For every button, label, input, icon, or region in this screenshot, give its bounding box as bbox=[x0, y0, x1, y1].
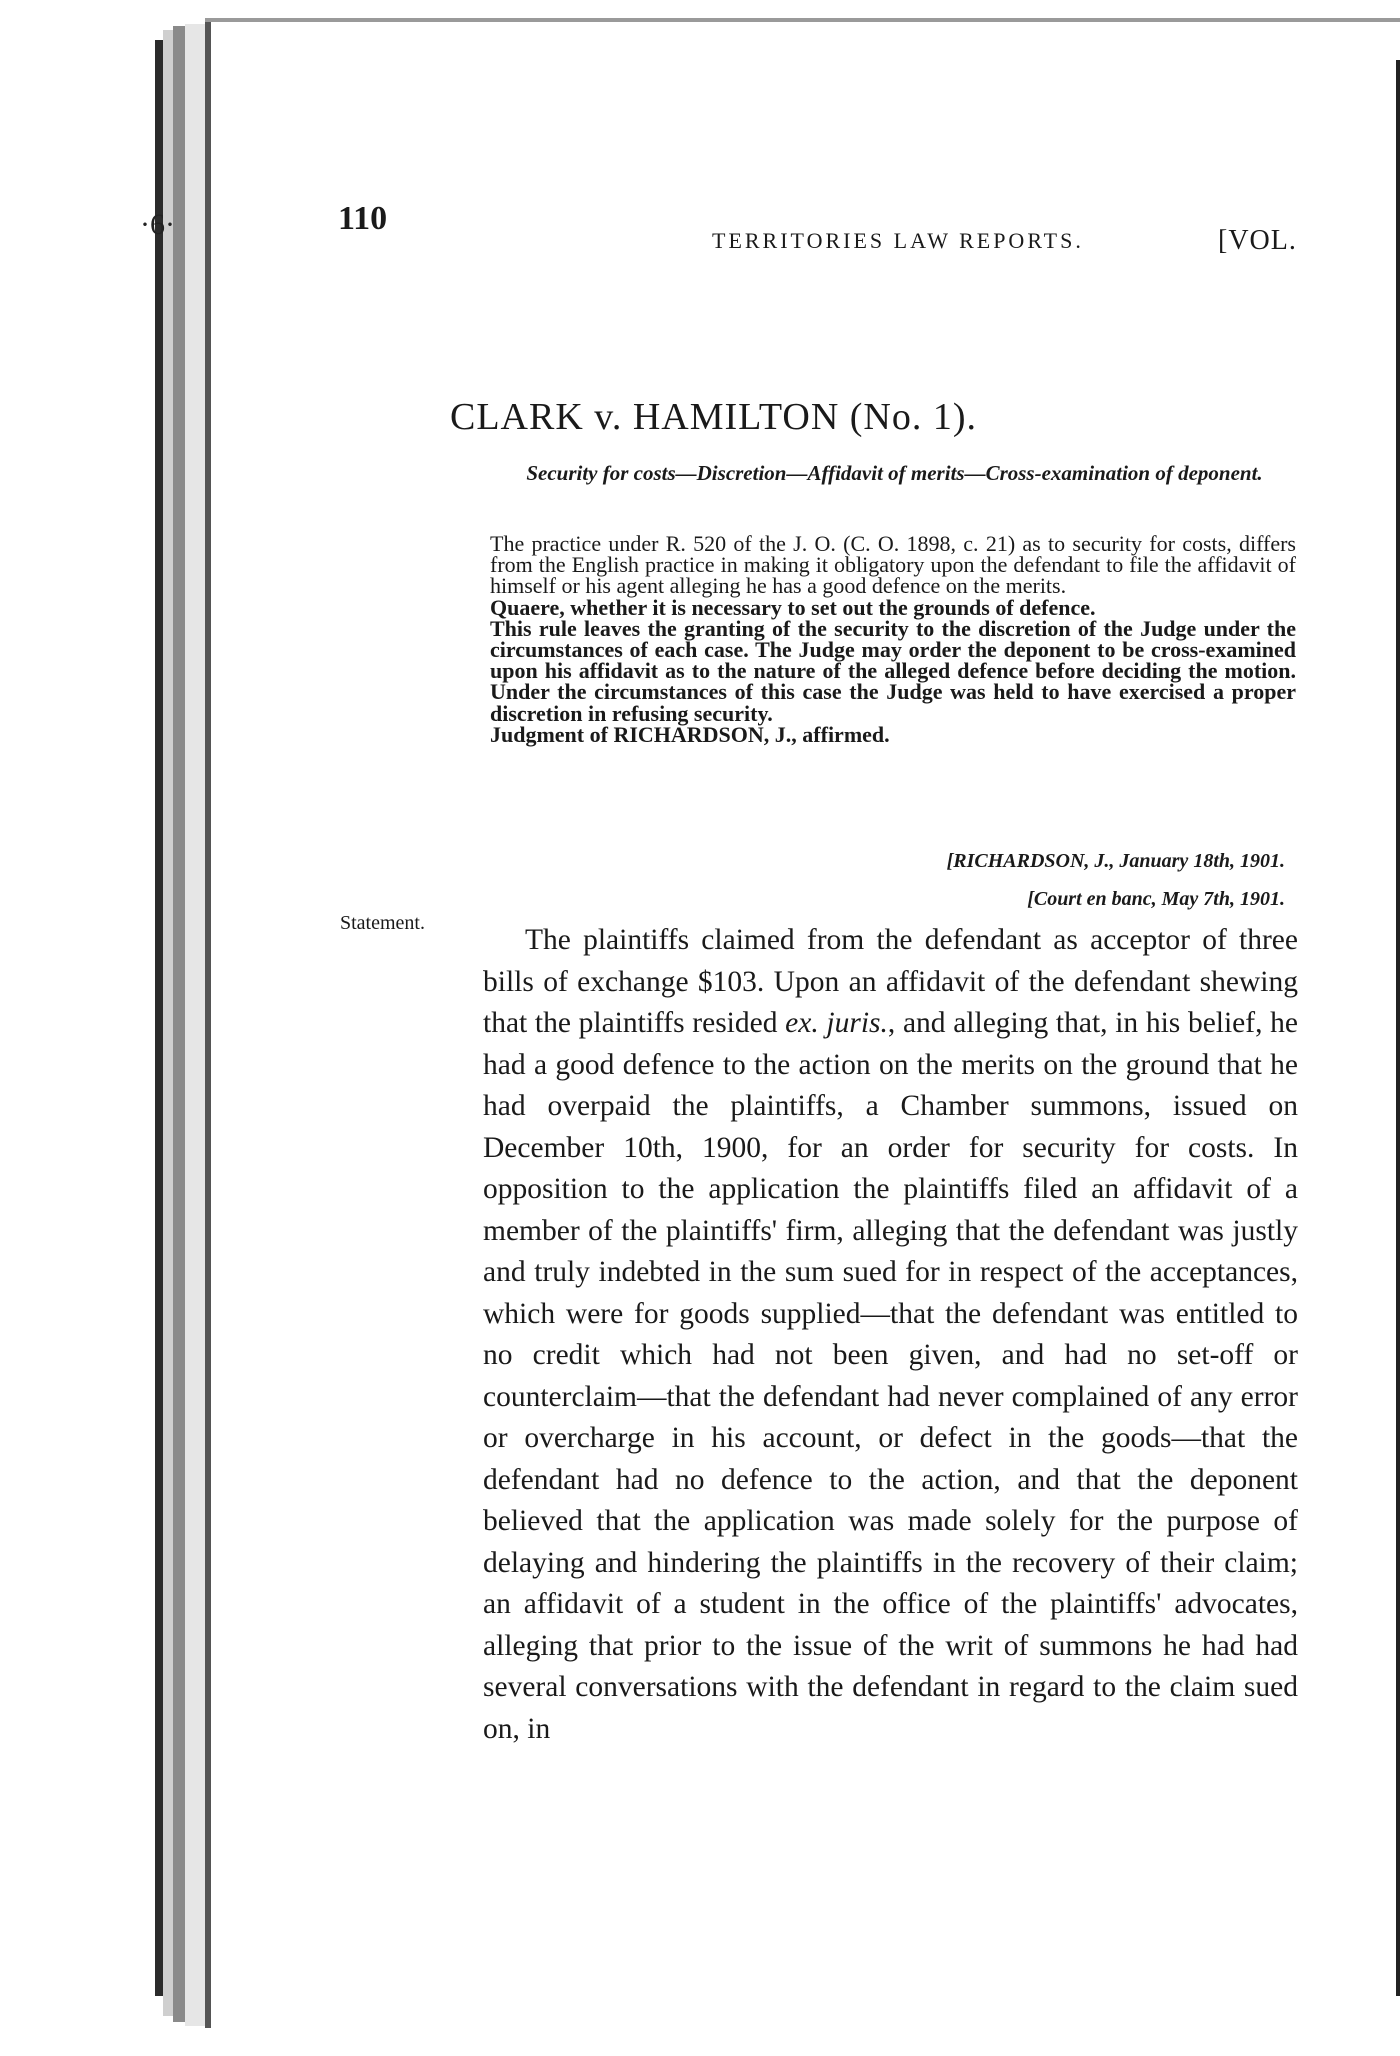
headnote bbox=[490, 533, 1296, 745]
page-edge-shadow bbox=[155, 40, 163, 1996]
page-top-edge bbox=[205, 18, 1400, 22]
headnote-paragraph: Quaere, whether it is necessary to set out the grounds of defence. bbox=[490, 594, 1096, 620]
running-head: TERRITORIES LAW REPORTS. bbox=[712, 228, 1084, 253]
page-edge-dark bbox=[205, 22, 211, 2028]
page-edge-light bbox=[163, 30, 173, 2016]
case-title: CLARK v. HAMILTON (No. 1). bbox=[450, 396, 978, 438]
statement-text-part1: The plaintiffs claimed from the defendant as acceptor of three bills of exchange $103. Upon an affidavit of the defendant shewing that the plaintiffs resided bbox=[483, 924, 1298, 1039]
statement-paragraph bbox=[483, 920, 1298, 1750]
appeal-history: [Court en banc, May 7th, 1901. bbox=[1027, 888, 1285, 910]
page-edge-mid bbox=[173, 26, 185, 2022]
trial-history: [RICHARDSON, J., January 18th, 1901. bbox=[946, 850, 1285, 872]
catchwords: Security for costs—Discretion—Affidavit of merits—Cross-examination of deponent. bbox=[526, 461, 1263, 485]
stray-page-mark: ·6· bbox=[140, 208, 175, 241]
headnote-paragraph: The practice under R. 520 of the J. O. (C. O. 1898, c. 21) as to security for costs, differs from the English practice in making it obligatory upon the defendant to file the affidavit of himself or his agent alleging he has a good defence on the merits. bbox=[490, 531, 1296, 599]
page-right-edge bbox=[1396, 60, 1400, 1996]
page-edge-pale bbox=[185, 24, 205, 2026]
page-number: 110 bbox=[338, 200, 388, 237]
volume-marker: [VOL. bbox=[1218, 225, 1297, 256]
headnote-paragraph: Judgment of RICHARDSON, J., affirmed. bbox=[490, 721, 890, 747]
statement-text-italic: ex. juris. bbox=[785, 1007, 888, 1039]
headnote-paragraph: This rule leaves the granting of the security to the discretion of the Judge under the circumstances of each case. The Judge may order the deponent to be cross-examined upon his affidavit as to the nature of the alleged defence before deciding the motion. Under the circumstances of this case the Judge was held to have exercised a proper discretion in refusing security. bbox=[490, 615, 1296, 726]
statement-body bbox=[483, 920, 1298, 1750]
statement-text-part2: , and alleging that, in his belief, he had a good defence to the action on the merits on the ground that he had overpaid the plaintiffs, a Chamber summons, issued on December 10th, 1900, for an order for security for costs. In opposition to the application the plaintiffs filed an affidavit of a member of the plaintiffs' firm, alleging that the defendant was justly and truly indebted in the sum sued for in respect of the acceptances, which were for goods supplied—that the defendant was entitled to no credit which had not been given, and had no set-off or counterclaim—that the defendant had never complained of any error or overcharge in his account, or defect in the goods—that the defendant had no defence to the action, and that the deponent believed that the application was made solely for the purpose of delaying and hindering the plaintiffs in the recovery of their claim; an affidavit of a student in the office of the plaintiffs' advocates, alleging that prior to the issue of the writ of summons he had had several conversations with the defendant in regard to the claim sued on, in bbox=[483, 1007, 1298, 1745]
statement-margin-label: Statement. bbox=[340, 912, 425, 934]
